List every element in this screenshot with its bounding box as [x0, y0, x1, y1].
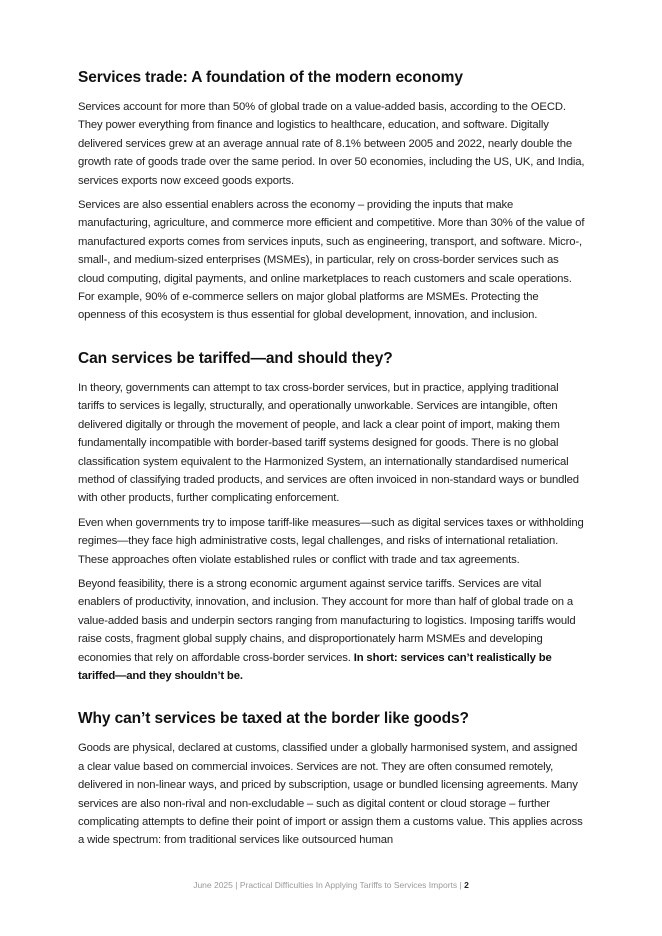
document-page: [78, 66, 586, 850]
paragraph-text: Beyond feasibility, there is a strong economic argument against service tariffs. Services are vital enablers of productivity, innovation, and inclusion. They account for more than half of global trade on a value-added basis and underpin sectors ranging from manufacturing to logistics. Imposing tariffs would raise costs, fragment global supply chains, and disproportionately harm MSMEs and developing economies that rely on affordable cross-border services.: [78, 577, 576, 664]
section-heading-services-trade: Services trade: A foundation of the modern economy: [78, 69, 463, 86]
paragraph: Even when governments try to impose tariff-like measures—such as digital services taxes or withholding regimes—they face high administrative costs, legal challenges, and risks of international retaliation. These approaches often violate established rules or conflict with trade and tax agreements.: [78, 516, 584, 566]
key-conclusion: In short: services can’t realistically be tariffed—and they shouldn’t be.: [78, 651, 552, 682]
paragraph: Services account for more than 50% of global trade on a value-added basis, according to the OECD. They power everything from finance and logistics to healthcare, education, and software. Digitally delivered services grew at an average annual rate of 8.1% between 2005 and 2022, nearly double the growth rate of goods trade over the same period. In over 50 economies, including the US, UK, and India, services exports now exceed goods exports.: [78, 101, 585, 187]
paragraph: In theory, governments can attempt to tax cross-border services, but in practice, applying traditional tariffs to services is legally, structurally, and operationally unworkable. Services are intangible, often delivered digitally or through the movement of people, and lack a clear point of import, making them fundamentally incompatible with border-based tariff systems designed for goods. There is no global classification system equivalent to the Harmonized System, an internationally standardised numerical method of classifying traded products, and services are often invoiced in non-standard ways or bundled with other products, further complicating enforcement.: [78, 381, 579, 505]
section-heading-why-cant-services-be-taxed: Why can’t services be taxed at the border like goods?: [78, 710, 469, 728]
section-heading-can-services-be-tariffed: Can services be tariffed—and should they?: [78, 349, 393, 367]
page-footer: [0, 880, 662, 890]
paragraph: [78, 575, 586, 685]
paragraph: Services are also essential enablers across the economy – providing the inputs that make manufacturing, agriculture, and commerce more efficient and competitive. More than 30% of the value of manufactured exports comes from services inputs, such as engineering, transport, and software. Micro-, small-, and medium-sized enterprises (MSMEs), in particular, rely on cross-border services such as cloud computing, digital payments, and online marketplaces to reach customers and scale operations. For example, 90% of e-commerce sellers on major global platforms are MSMEs. Protecting the openness of this ecosystem is thus essential for global development, innovation, and inclusion.: [78, 199, 585, 322]
paragraph: Goods are physical, declared at customs, classified under a globally harmonised system, and assigned a clear value based on commercial invoices. Services are not. They are often consumed remotely, delivered in non-linear ways, and priced by subscription, usage or bundled licensing agreements. Many services are also non-rival and non-excludable – such as digital content or cloud storage – further complicating attempts to define their point of import or assign them a customs value. This applies across a wide spectrum: from traditional services like outsourced human: [78, 742, 583, 847]
footer-text: June 2025 | Practical Difficulties In Applying Tariffs to Services Imports |: [193, 880, 462, 890]
page-number: 2: [464, 880, 469, 890]
